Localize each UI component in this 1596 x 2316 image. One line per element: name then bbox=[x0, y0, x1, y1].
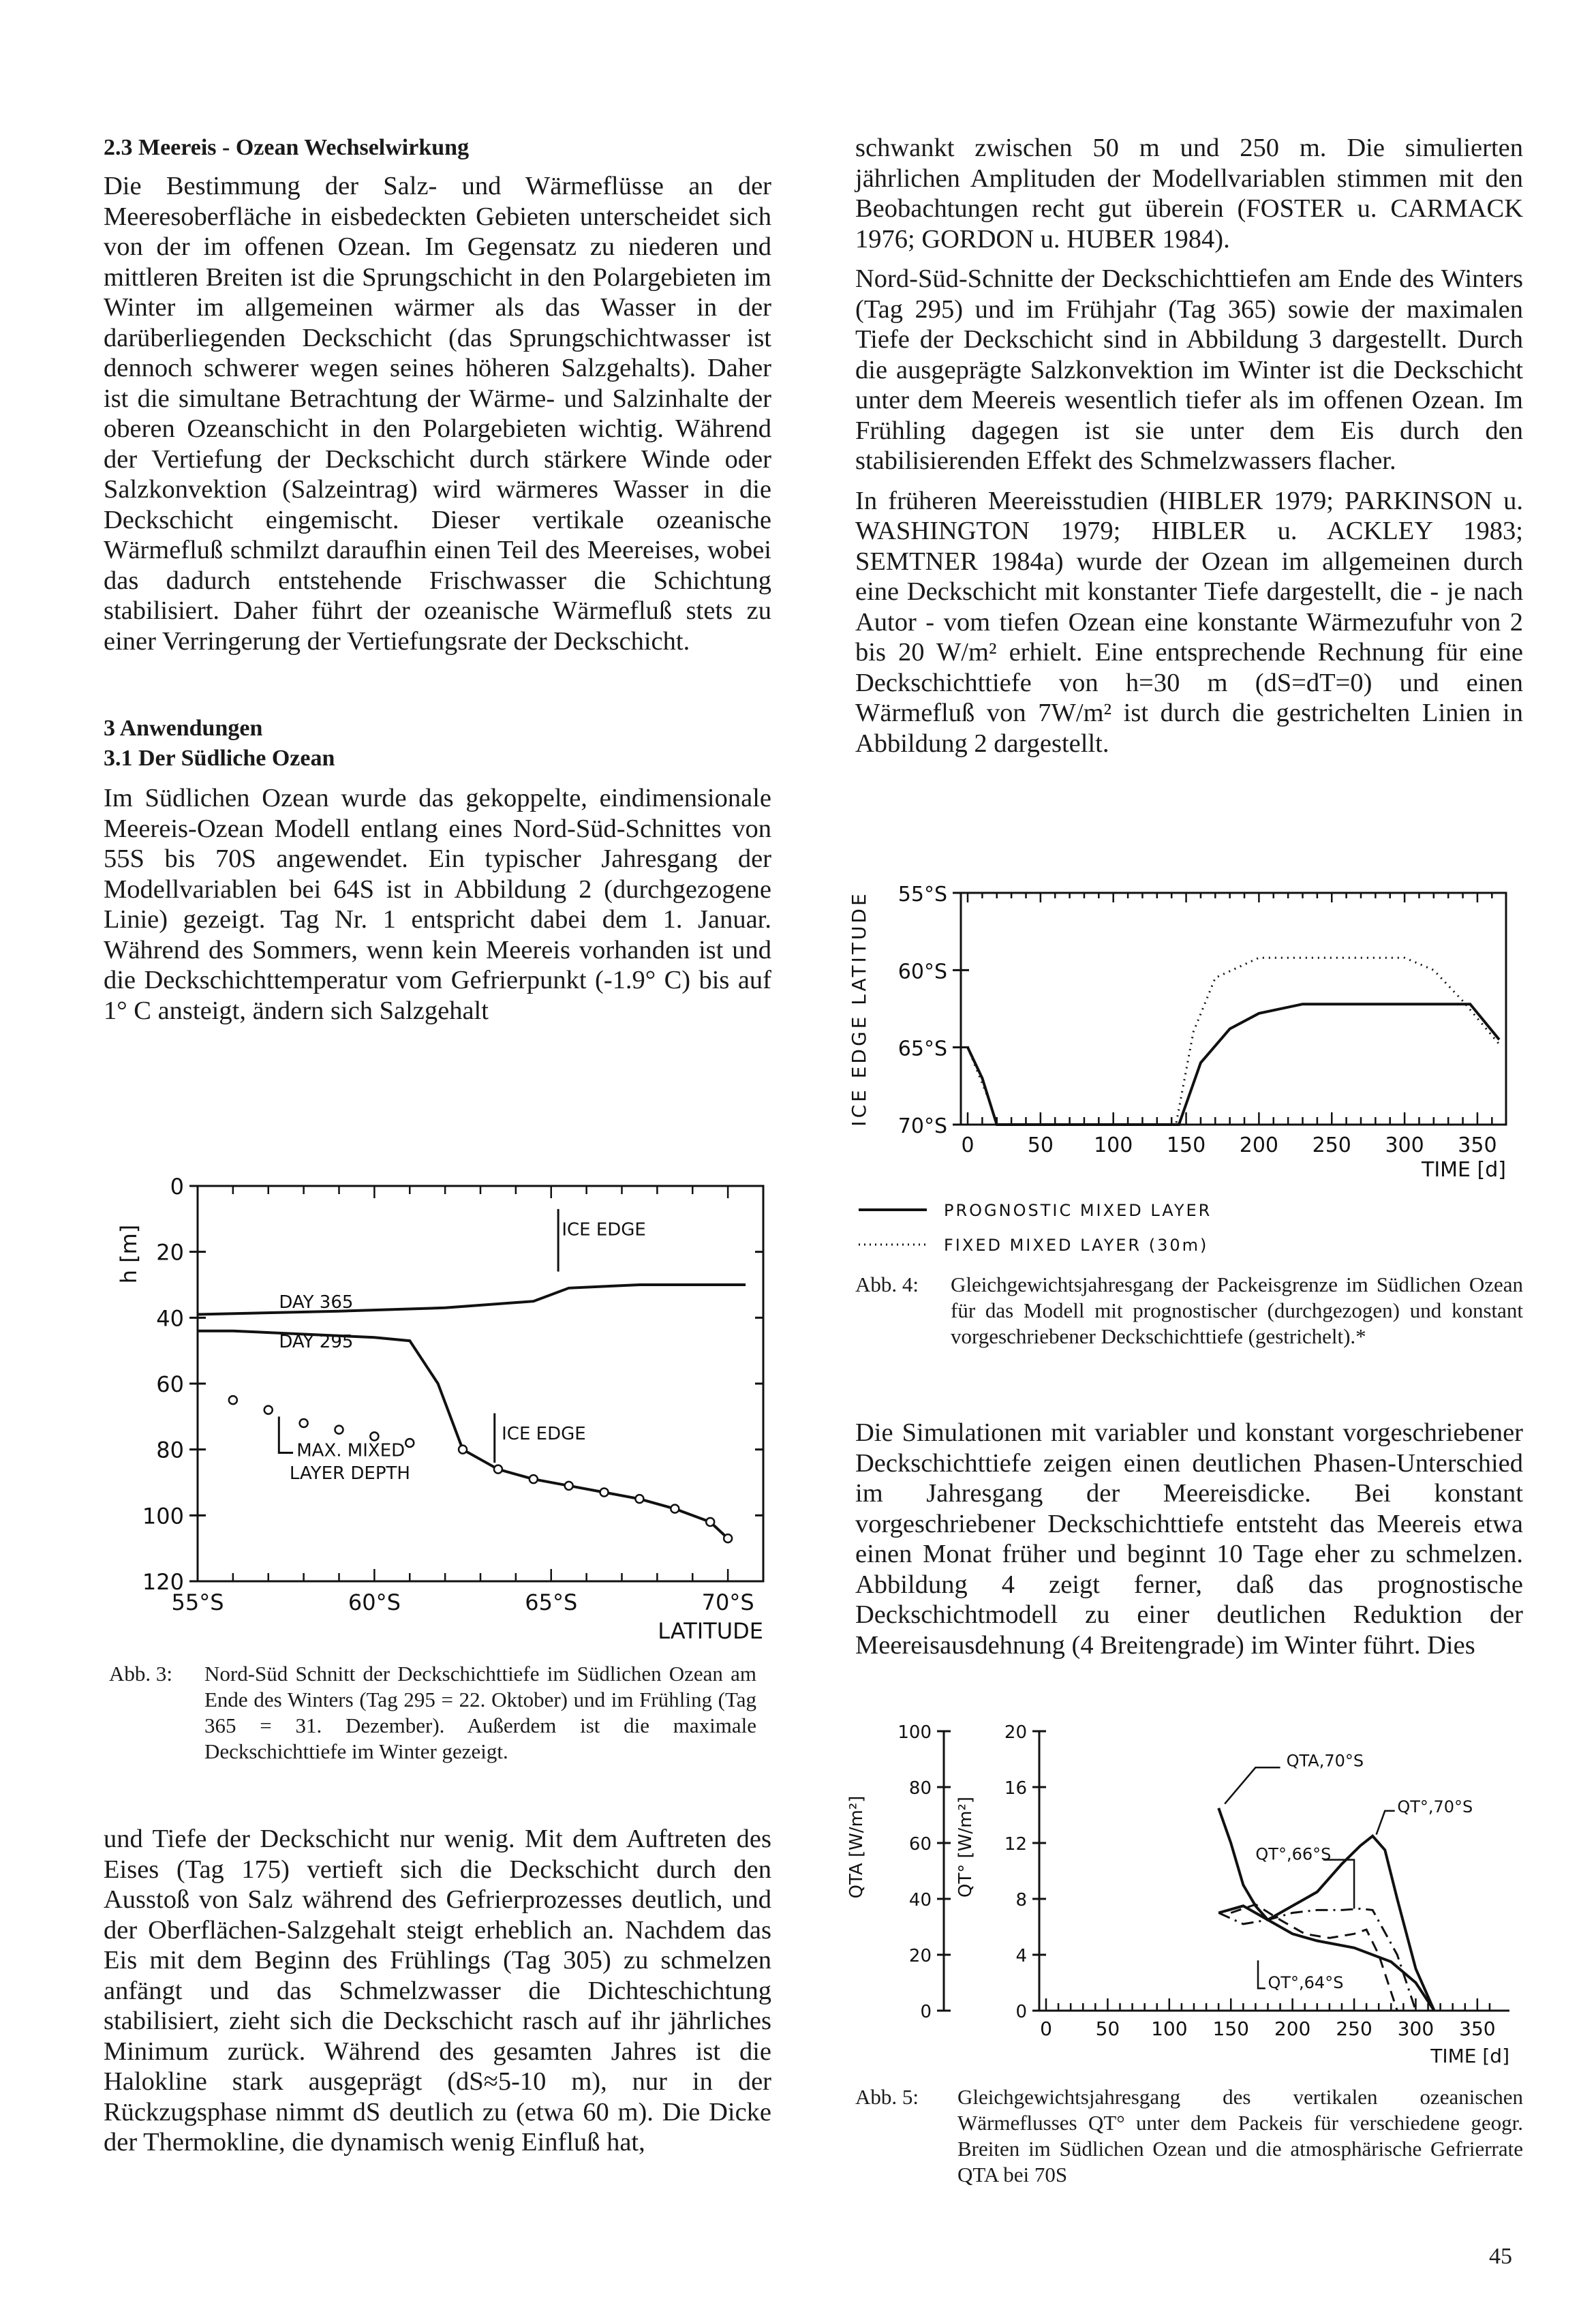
y-tick-label: 8 bbox=[1015, 1890, 1027, 1910]
label-ice-edge: ICE EDGE bbox=[502, 1424, 586, 1445]
y-tick-label: 100 bbox=[897, 1722, 932, 1743]
y-tick-label: 0 bbox=[1015, 2002, 1027, 2022]
x-tick-label: 60°S bbox=[348, 1589, 401, 1615]
caption-text: Gleichgewichtsjahresgang des vertikalen ozeanischen Wärmeflusses QT° unter dem Packeis für verschiedene geogr. Breiten im Südlichen Ozean und die atmosphärische Gefrierrate QTA bei 70S bbox=[957, 2085, 1523, 2187]
right-column-continued bbox=[855, 1418, 1523, 1660]
data-point bbox=[335, 1426, 343, 1434]
y-tick-label: 60°S bbox=[897, 960, 947, 984]
y-tick-label: 20 bbox=[1004, 1722, 1027, 1743]
x-tick-label: 50 bbox=[1095, 2017, 1120, 2040]
series-label: QTA,70°S bbox=[1286, 1751, 1364, 1771]
data-point bbox=[600, 1489, 609, 1497]
x-tick-label: 300 bbox=[1397, 2017, 1434, 2040]
data-point bbox=[405, 1439, 414, 1447]
y-tick-label: 20 bbox=[908, 1946, 932, 1966]
figure-3-caption bbox=[109, 1661, 756, 1765]
y-tick-label: 120 bbox=[142, 1569, 184, 1595]
y-axis-label-left: QTA [W/m²] bbox=[846, 1795, 867, 1899]
paragraph: Im Südlichen Ozean wurde das gekoppelte, eindimensionale Meereis-Ozean Modell entlang eines Nord-Süd-Schnittes von 55S bis 70S angewendet. Ein typischer Jahresgang der Modellvariablen bei 64S ist in Abbildung 2 (durchgezogene Linie) gezeigt. Tag Nr. 1 entspricht dabei dem 1. Januar. Während des Sommers, wenn kein Meereis vorhanden ist und die Deckschichttemperatur vom Gefrierpunkt (-1.9° C) bis auf 1° C ansteigt, ändern sich Salzgehalt bbox=[104, 784, 771, 1025]
data-point bbox=[635, 1495, 643, 1503]
left-column-continued bbox=[104, 1824, 771, 2158]
paragraph: und Tiefe der Deckschicht nur wenig. Mit dem Auftreten des Eises (Tag 175) vertieft sich die Deckschicht durch den Ausstoß von Salz während des Gefrierprozesses deutlich, und der Oberflächen-Salzgehalt steigt erheblich an. Nachdem das Eis mit dem Beginn des Frühlings (Tag 305) zu schmelzen anfängt und das Schmelzwasser die Dichteschichtung stabilisiert, zieht sich die Deckschicht rasch auf ihr jährliches Minimum zurück. Während des gesamten Jahres ist die Halokline stark ausgeprägt (dS≈5-10 m), nur in der Rückzugsphase nimmt dS deutlich zu (etwa 60 m). Die Dicke der Thermokline, die dynamisch wenig Einfluß hat, bbox=[104, 1825, 771, 2157]
data-point bbox=[459, 1446, 467, 1454]
figure-3-plot bbox=[116, 1174, 763, 1644]
x-axis-label: LATITUDE bbox=[658, 1618, 763, 1644]
y-tick-label: 100 bbox=[142, 1503, 184, 1529]
y-tick-label: 60 bbox=[908, 1834, 932, 1855]
left-column bbox=[104, 133, 771, 1026]
data-point bbox=[494, 1465, 502, 1474]
paragraph: schwankt zwischen 50 m und 250 m. Die simulierten jährlichen Amplituden der Modellvariablen stimmen mit den Beobachtungen recht gut überein (FOSTER u. CARMACK 1976; GORDON u. HUBER 1984). bbox=[855, 134, 1523, 254]
section-heading-3-1: 3.1 Der Südliche Ozean bbox=[104, 746, 335, 771]
figure-4-caption bbox=[855, 1272, 1523, 1350]
x-tick-label: 200 bbox=[1274, 2017, 1311, 2040]
x-tick-label: 65°S bbox=[525, 1589, 578, 1615]
x-tick-label: 100 bbox=[1151, 2017, 1188, 2040]
label-ice-edge: ICE EDGE bbox=[562, 1219, 646, 1240]
max-depth-pointer bbox=[279, 1416, 293, 1452]
caption-text: Gleichgewichtsjahresgang der Packeisgrenze im Südlichen Ozean für das Modell mit prognostischer (durchgezogen) und konstant vorgeschriebener Deckschichttiefe (gestrichelt).* bbox=[951, 1273, 1523, 1348]
y-axis-label: ICE EDGE LATITUDE bbox=[848, 891, 870, 1127]
series-line-0 bbox=[968, 1004, 1499, 1125]
caption-text: Nord-Süd Schnitt der Deckschichttiefe im Südlichen Ozean am Ende des Winters (Tag 295 = 22. Oktober) und im Frühling (Tag 365 = 31. Dezember). Außerdem ist die maximale Deckschichttiefe im Winter gezeigt. bbox=[204, 1662, 756, 1763]
y-tick-label: 40 bbox=[908, 1890, 932, 1910]
y-axis-label: h [m] bbox=[116, 1224, 142, 1284]
y-tick-label: 80 bbox=[908, 1778, 932, 1799]
data-point bbox=[264, 1406, 273, 1414]
x-tick-label: 350 bbox=[1458, 1133, 1497, 1157]
right-column bbox=[855, 133, 1523, 759]
paragraph: Nord-Süd-Schnitte der Deckschichttiefen am Ende des Winters (Tag 295) und im Frühjahr (Tag 365) sowie der maximalen Tiefe der Deckschicht sind in Abbildung 3 dargestellt. Durch die ausgeprägte Salzkonvektion im Winter ist die Deckschicht unter dem Meereis wesentlich tiefer als im offenen Ozean. Im Frühling dagegen ist sie unter dem Eis durch den stabilisierenden Effekt des Schmelzwassers flacher. bbox=[855, 264, 1523, 475]
data-point bbox=[300, 1419, 308, 1427]
y-tick-label: 80 bbox=[156, 1437, 184, 1463]
page-number: 45 bbox=[1489, 2244, 1512, 2269]
series-label: QT°,64°S bbox=[1268, 1973, 1344, 1993]
series-label: QT°,70°S bbox=[1397, 1797, 1473, 1816]
paragraph: Die Bestimmung der Salz- und Wärmeflüsse an der Meeresoberfläche in eisbedeckten Gebieten unterscheidet sich von der im offenen Ozean. Im Gegensatz zu niederen und mittleren Breiten ist die Sprungschicht in den Polargebieten im Winter im allgemeinen wärmer als das Wasser in der darüberliegenden Deckschicht (das Sprungschichtwasser ist dennoch schwerer wegen seines höheren Salzgehalts). Daher ist die simultane Betrachtung der Wärme- und Salzinhalte der oberen Ozeanschicht in den Polargebieten wichtig. Während der Vertiefung der Deckschicht durch stärkere Winde oder Salzkonvektion (Salzeintrag) wird wärmeres Wasser in die Deckschicht eingemischt. Dieser vertikale ozeanische Wärmefluß schmilzt daraufhin einen Teil des Meereises, wobei das dadurch entstehende Frischwasser die Schichtung stabilisiert. Daher führt der ozeanische Wärmefluß stets zu einer Verringerung der Vertiefungsrate der Deckschicht. bbox=[104, 172, 771, 656]
section-heading-2-3: 2.3 Meereis - Ozean Wechselwirkung bbox=[104, 135, 470, 160]
data-point bbox=[724, 1534, 732, 1542]
section-heading-3: 3 Anwendungen bbox=[104, 716, 263, 741]
label-max-mixed: MAX. MIXED bbox=[296, 1440, 405, 1461]
y-tick-label: 60 bbox=[156, 1371, 184, 1397]
series-pointer bbox=[1225, 1767, 1280, 1803]
y-tick-label: 12 bbox=[1004, 1834, 1027, 1855]
label-day-365: DAY 365 bbox=[279, 1292, 354, 1313]
data-point bbox=[671, 1505, 679, 1513]
x-tick-label: 250 bbox=[1336, 2017, 1372, 2040]
x-tick-label: 50 bbox=[1027, 1133, 1054, 1157]
y-tick-label: 55°S bbox=[897, 883, 947, 906]
series-pointer bbox=[1377, 1811, 1395, 1835]
x-tick-label: 0 bbox=[961, 1133, 975, 1157]
data-point bbox=[706, 1518, 714, 1526]
x-tick-label: 55°S bbox=[171, 1589, 224, 1615]
x-tick-label: 150 bbox=[1166, 1133, 1206, 1157]
label-layer-depth: LAYER DEPTH bbox=[289, 1463, 410, 1484]
x-tick-label: 70°S bbox=[701, 1589, 754, 1615]
plot-frame bbox=[961, 893, 1506, 1125]
x-tick-label: 350 bbox=[1459, 2017, 1496, 2040]
series-line-3 bbox=[1231, 1904, 1397, 2011]
y-tick-label: 4 bbox=[1015, 1946, 1027, 1966]
plot-frame bbox=[198, 1186, 763, 1581]
figure-5-caption bbox=[855, 2084, 1523, 2188]
caption-label: Abb. 4: bbox=[855, 1273, 919, 1296]
y-tick-label: 20 bbox=[156, 1239, 184, 1266]
figure-4-plot bbox=[848, 883, 1506, 1254]
paragraph: Die Simulationen mit variabler und konstant vorgeschriebener Deckschichttiefe zeigen einen deutlichen Phasen-Unterschied im Jahresgang der Meereisdicke. Bei konstant vorgeschriebener Deckschichttiefe entsteht das Meereis etwa einen Monat früher und beginnt 10 Tage eher zu schmelzen. Abbildung 4 zeigt ferner, daß das prognostische Deckschichtmodell zu einer deutlichen Reduktion der Meereisausdehnung (4 Breitengrade) im Winter führt. Dies bbox=[855, 1418, 1523, 1660]
x-axis-label: TIME [d] bbox=[1422, 1158, 1506, 1182]
x-tick-label: 150 bbox=[1212, 2017, 1249, 2040]
caption-label: Abb. 5: bbox=[855, 2085, 919, 2109]
x-tick-label: 0 bbox=[1040, 2017, 1052, 2040]
y-tick-label: 40 bbox=[156, 1305, 184, 1332]
data-point bbox=[565, 1482, 573, 1490]
x-tick-label: 250 bbox=[1312, 1133, 1351, 1157]
figure-5-plot bbox=[846, 1722, 1509, 2067]
data-point bbox=[530, 1475, 538, 1483]
data-point bbox=[370, 1432, 378, 1440]
figure-3-chart bbox=[95, 1159, 777, 1649]
y-tick-label: 65°S bbox=[897, 1037, 947, 1061]
figure-4-chart bbox=[831, 872, 1540, 1254]
series-label: QT°,66°S bbox=[1255, 1844, 1332, 1864]
legend-label: FIXED MIXED LAYER (30m) bbox=[944, 1236, 1209, 1254]
y-tick-label: 0 bbox=[920, 2002, 932, 2022]
x-axis-label: TIME [d] bbox=[1430, 2045, 1509, 2067]
figure-5-chart bbox=[835, 1711, 1544, 2079]
y-tick-label: 0 bbox=[170, 1174, 184, 1200]
caption-label: Abb. 3: bbox=[109, 1662, 172, 1686]
x-tick-label: 100 bbox=[1094, 1133, 1133, 1157]
y-tick-label: 70°S bbox=[897, 1114, 947, 1138]
x-tick-label: 300 bbox=[1385, 1133, 1424, 1157]
series-line-1 bbox=[968, 958, 1499, 1125]
y-axis-label-right: QT° [W/m²] bbox=[955, 1796, 976, 1898]
series-line-1 bbox=[198, 1331, 728, 1539]
y-tick-label: 16 bbox=[1004, 1778, 1027, 1799]
series-pointer bbox=[1258, 1960, 1265, 1988]
label-day-295: DAY 295 bbox=[279, 1331, 354, 1352]
data-point bbox=[229, 1396, 237, 1404]
legend-label: PROGNOSTIC MIXED LAYER bbox=[944, 1201, 1212, 1220]
x-tick-label: 200 bbox=[1239, 1133, 1279, 1157]
paragraph: In früheren Meereisstudien (HIBLER 1979; PARKINSON u. WASHINGTON 1979; HIBLER u. ACKLEY 1983; SEMTNER 1984a) wurde der Ozean im allgemeinen durch eine Deckschicht mit konstanter Tiefe dargestellt, die - je nach Autor - vom tiefen Ozean eine konstante Wärmezufuhr von 2 bis 20 W/m² erhielt. Eine entsprechende Rechnung für eine Deckschichttiefe von h=30 m (dS=dT=0) und einen Wärmefluß von 7W/m² ist durch die gestrichelten Linien in Abbildung 2 dargestellt. bbox=[855, 486, 1523, 758]
